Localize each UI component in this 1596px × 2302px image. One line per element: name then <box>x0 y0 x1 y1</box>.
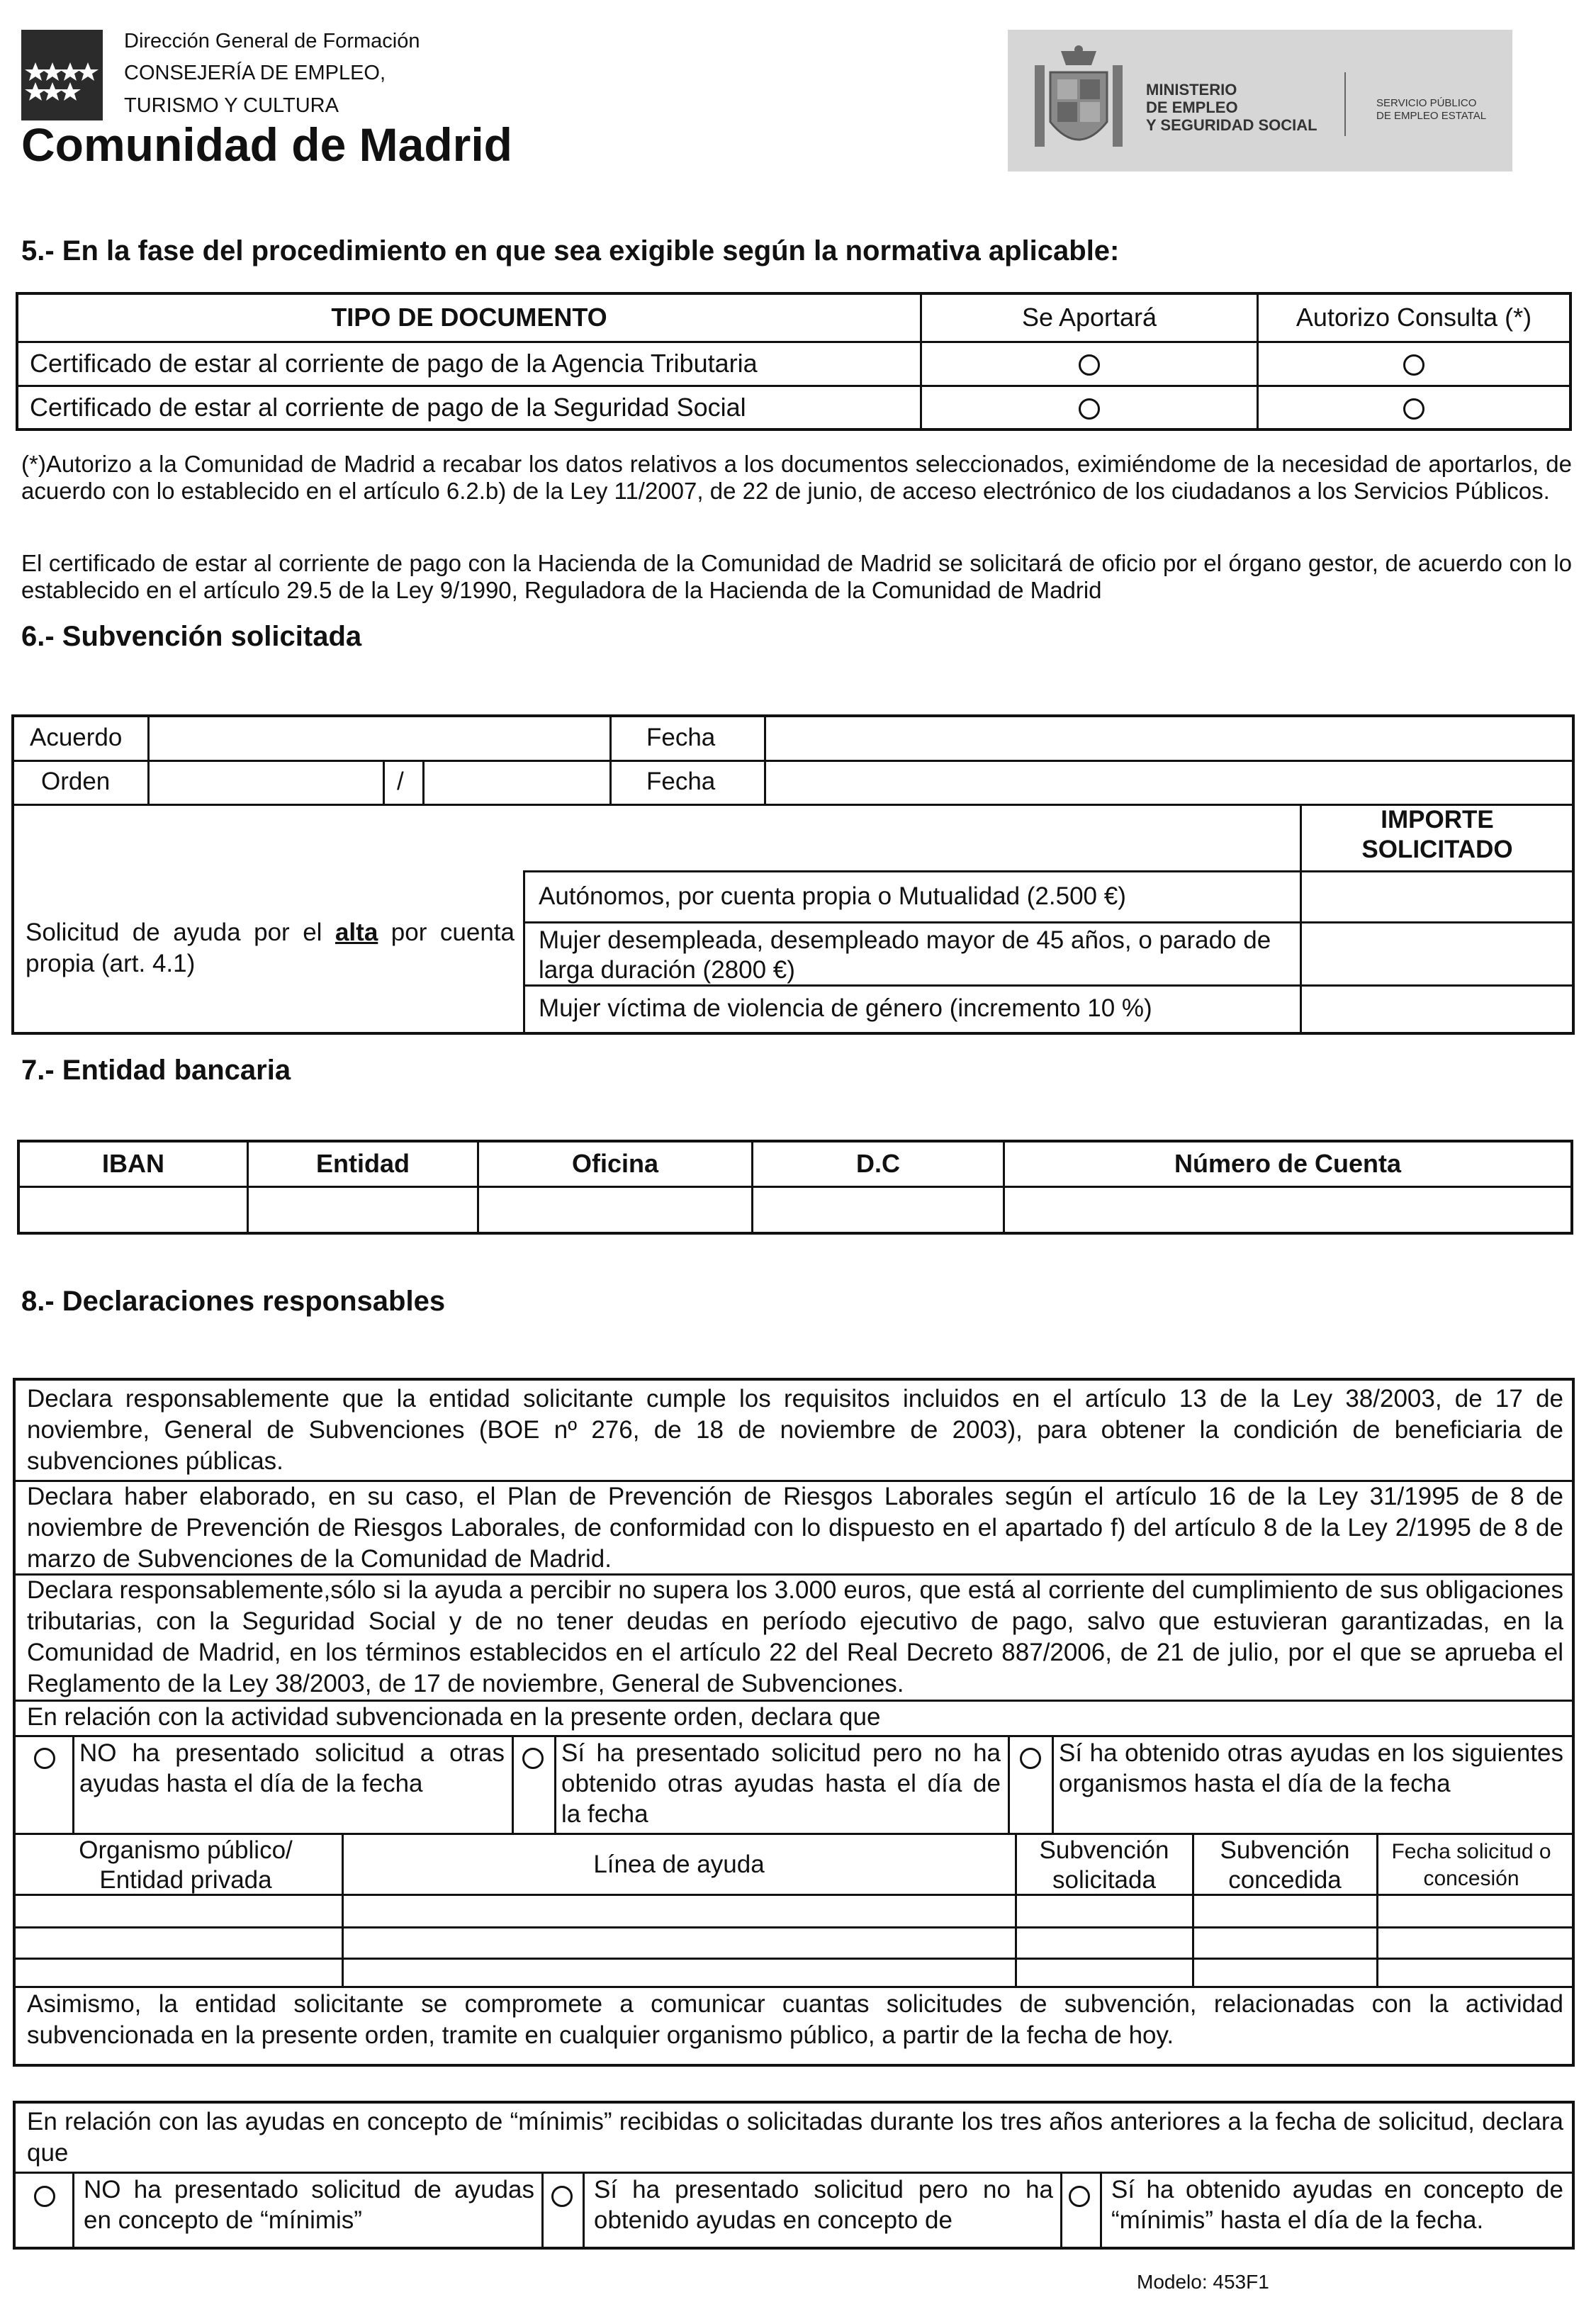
col-dc: D.C <box>753 1141 1004 1186</box>
coat-of-arms-icon <box>1029 44 1128 161</box>
radio-autorizo-seguridad[interactable] <box>1403 398 1424 420</box>
asimismo-declaration: Asimismo, la entidad solicitante se compromete a comunicar cuantas solicitudes de subvención, relacionadas con la actividad subvencionada en la presente orden, tramite en cualquier organismo público, a partir de la fecha de hoy. <box>27 1990 1563 2049</box>
declarations-box <box>13 1378 1575 2067</box>
minimis-option-obtenido: Sí ha obtenido ayudas en concepto de “mínimis” hasta el día de la fecha. <box>1111 2176 1563 2234</box>
orden-input[interactable] <box>150 763 381 802</box>
acuerdo-label: Acuerdo <box>30 724 123 751</box>
minimis-option-no: NO ha presentado solicitud de ayudas en concepto de “mínimis” <box>84 2176 534 2234</box>
orden-slash: / <box>397 768 404 795</box>
dept-line-1: Dirección General de Formación <box>124 30 420 52</box>
relacion-label: En relación con la actividad subvencionada en la presente orden, declara que <box>27 1703 881 1731</box>
dept-line-2: CONSEJERÍA DE EMPLEO, <box>124 62 386 84</box>
option-autonomos: Autónomos, por cuenta propia o Mutualidad (2.500 €) <box>539 882 1126 910</box>
radio-minimis-no[interactable] <box>34 2186 55 2207</box>
ministry-line-1: MINISTERIO <box>1146 81 1237 99</box>
numero-cuenta-input[interactable] <box>1004 1186 1573 1233</box>
bank-table <box>17 1140 1573 1235</box>
ministry-logo-panel <box>1008 30 1512 172</box>
radio-aportara-seguridad[interactable] <box>1079 398 1100 420</box>
minimis-option-presentado: Sí ha presentado solicitud pero no ha obtenido ayudas en concepto de <box>594 2176 1053 2234</box>
col-subvencion-concedida: Subvención concedida <box>1220 1836 1350 1894</box>
importe-autonomos-input[interactable] <box>1303 872 1572 920</box>
radio-minimis-presentado[interactable] <box>551 2186 573 2207</box>
radio-obtenido-ayudas[interactable] <box>1020 1748 1041 1769</box>
service-line-2: DE EMPLEO ESTATAL <box>1376 110 1487 122</box>
importe-line-1: IMPORTE <box>1381 806 1494 833</box>
minimis-intro: En relación con las ayudas en concepto de “mínimis” recibidas o solicitadas durante los tres años anteriores a la fecha de solicitud, declara que <box>27 2108 1563 2167</box>
iban-input[interactable] <box>18 1186 248 1233</box>
authorization-note: (*)Autorizo a la Comunidad de Madrid a recabar los datos relativos a los documentos seleccionados, eximiéndome de la necesidad de aportarlos, de acuerdo con lo establecido en el artículo 6.2.b) de la Ley 11/2007, de 22 de junio, de acceso electrónico de los ciudadanos a los Servicios Públicos. <box>21 451 1572 504</box>
region-title: Comunidad de Madrid <box>21 118 512 171</box>
minimis-box <box>13 2101 1575 2250</box>
section-6-title: 6.- Subvención solicitada <box>21 621 362 652</box>
col-iban: IBAN <box>18 1141 248 1186</box>
ayudas-row-3[interactable] <box>16 1960 1572 1984</box>
orden-fecha-label: Fecha <box>646 768 716 795</box>
table-row <box>17 386 1570 429</box>
declaration-1: Declara responsablemente que la entidad solicitante cumple los requisitos incluidos en el artículo 13 de la Ley 38/2003, de 17 de noviembre, General de Subvenciones (BOE nº 276, de 18 de noviembre de 2003), para obtener la condición de beneficiaria de subvenciones públicas. <box>27 1385 1563 1475</box>
subvencion-box <box>11 714 1575 1035</box>
madrid-logo <box>21 30 103 120</box>
doc-row-label: Certificado de estar al corriente de pago de la Agencia Tributaria <box>17 342 921 386</box>
section-8-title: 8.- Declaraciones responsables <box>21 1286 446 1317</box>
solicitud-alta-word: alta <box>335 919 378 946</box>
option-obtenido-ayudas: Sí ha obtenido otras ayudas en los siguientes organismos hasta el día de la fecha <box>1059 1739 1563 1797</box>
ministry-line-3: Y SEGURIDAD SOCIAL <box>1146 116 1317 134</box>
col-oficina: Oficina <box>478 1141 753 1186</box>
option-presentado-no-obtenido: Sí ha presentado solicitud pero no ha obtenido otras ayudas hasta el día de la fecha <box>561 1739 1001 1828</box>
radio-aportara-tributaria[interactable] <box>1079 354 1100 376</box>
solicitud-text-post: por cuenta propia (art. 4.1) <box>26 919 515 977</box>
col-organismo: Organismo público/ Entidad privada <box>79 1836 293 1894</box>
importe-violencia-input[interactable] <box>1303 987 1572 1032</box>
col-subvencion-solicitada: Subvención solicitada <box>1039 1836 1169 1894</box>
radio-minimis-obtenido[interactable] <box>1069 2186 1090 2207</box>
importe-desempleada-input[interactable] <box>1303 923 1572 983</box>
acuerdo-fecha-input[interactable] <box>767 719 1568 758</box>
solicitud-text-pre: Solicitud de ayuda por el <box>26 919 322 946</box>
option-mujer-desempleada: Mujer desempleada, desempleado mayor de 45 años, o parado de larga duración (2800 €) <box>539 926 1271 984</box>
star-icon <box>21 30 103 120</box>
oficina-input[interactable] <box>478 1186 753 1233</box>
acuerdo-input[interactable] <box>150 719 607 758</box>
declaration-2: Declara haber elaborado, en su caso, el Plan de Prevención de Riesgos Laborales según el artículo 16 de la Ley 31/1995 de 8 de noviembre de Prevención de Riesgos Laborales, de conformidad con lo dispuesto en el apartado f) del artículo 8 de la Ley 2/1995 de 8 de marzo de Subvenciones de la Comunidad de Madrid. <box>27 1483 1563 1573</box>
section-5-title: 5.- En la fase del procedimiento en que sea exigible según la normativa aplicable: <box>21 235 1120 266</box>
radio-presentado-no-obtenido[interactable] <box>522 1748 544 1769</box>
ayudas-row-1[interactable] <box>16 1896 1572 1924</box>
ministry-divider <box>1344 72 1346 136</box>
declaration-3: Declara responsablemente,sólo si la ayuda a percibir no supera los 3.000 euros, que está al corriente del cumplimiento de sus obligaciones tributarias, con la Seguridad Social y de no tener deudas en período ejecutivo de pago, salvo que estuvieran garantizadas, en la Comunidad de Madrid, en los términos establecidos en el artículo 22 del Real Decreto 887/2006, de 21 de julio, por el que se aprueba el Reglamento de la Ley 38/2003, de 17 de noviembre, General de Subvenciones. <box>27 1576 1563 1697</box>
orden-label: Orden <box>41 768 111 795</box>
col-entidad: Entidad <box>248 1141 478 1186</box>
option-violencia-genero: Mujer víctima de violencia de género (incremento 10 %) <box>539 994 1152 1022</box>
ayudas-row-2[interactable] <box>16 1928 1572 1955</box>
radio-autorizo-tributaria[interactable] <box>1403 354 1424 376</box>
section-7-title: 7.- Entidad bancaria <box>21 1055 291 1086</box>
dept-line-3: TURISMO Y CULTURA <box>124 94 339 117</box>
col-numero-cuenta: Número de Cuenta <box>1004 1141 1573 1186</box>
table-row <box>18 1186 1572 1233</box>
col-linea-ayuda: Línea de ayuda <box>593 1851 765 1878</box>
doc-row-label: Certificado de estar al corriente de pago de la Seguridad Social <box>17 386 921 429</box>
importe-solicitado-header <box>1303 805 1572 865</box>
col-tipo-documento: TIPO DE DOCUMENTO <box>17 293 921 342</box>
radio-no-presentado[interactable] <box>34 1748 55 1769</box>
ministry-line-2: DE EMPLEO <box>1146 99 1238 116</box>
orden-fecha-input[interactable] <box>767 763 1568 802</box>
col-autorizo-consulta: Autorizo Consulta (*) <box>1258 293 1571 342</box>
col-se-aportara: Se Aportará <box>921 293 1258 342</box>
col-fecha-solicitud: Fecha solicitud o concesión <box>1391 1840 1551 1890</box>
acuerdo-fecha-label: Fecha <box>646 724 716 751</box>
orden-year-input[interactable] <box>425 763 607 802</box>
modelo-footer: Modelo: 453F1 <box>1137 2271 1269 2293</box>
entidad-input[interactable] <box>248 1186 478 1233</box>
option-no-presentado: NO ha presentado solicitud a otras ayudas hasta el día de la fecha <box>79 1739 505 1797</box>
solicitud-alta-label <box>26 917 515 979</box>
dc-input[interactable] <box>753 1186 1004 1233</box>
hacienda-note: El certificado de estar al corriente de pago con la Hacienda de la Comunidad de Madrid se solicitará de oficio por el órgano gestor, de acuerdo con lo establecido en el artículo 29.5 de la Ley 9/1990, Reguladora de la Hacienda de la Comunidad de Madrid <box>21 550 1572 603</box>
importe-line-2: SOLICITADO <box>1361 836 1513 863</box>
service-line-1: SERVICIO PÚBLICO <box>1376 97 1477 109</box>
documents-table <box>16 292 1572 431</box>
table-row <box>17 342 1570 386</box>
